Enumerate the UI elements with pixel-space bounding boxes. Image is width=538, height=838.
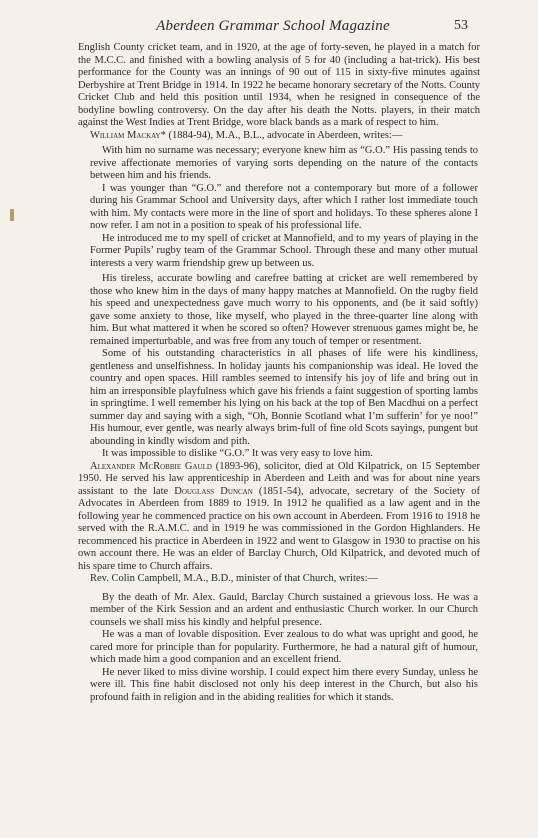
text-run: It was impossible to dislike “G.O.” It was very easy to love him. — [102, 448, 373, 459]
paragraph-cricket-career — [78, 42, 480, 130]
text-run: Some of his outstanding characteristics in all phases of life were his kindliness, gentleness and unselfishness. In holiday jaunts his companionship was ideal. He loved the country and open spaces. Hill rambles seemed to intensify his joy of life and bring out in him an irresponsible playfulness which gave his friends a faint suggestion of sporting lambs in springtime. I well remember his lying on his back at the top of Ben Macdhui on a perfect summer day and saying with a sigh, “Oh, Bonnie Scotland what I’m sufferin’ for ye noo!” His humour, ever gentle, was nearly always brim-full of fine old Scots sayings, pungent but abounding in kindly wisdom and pith. — [90, 348, 478, 447]
running-header — [78, 18, 468, 38]
paragraph-mackay-intro — [78, 130, 480, 143]
text-run: English County cricket team, and in 1920, at the age of forty-seven, he played in a match for the M.C.C. and finished with a bowling analysis of 5 for 40 (including a hat-trick). His best performance for the County was an innings of 90 out of 115 in sixty-five minutes against Derbyshire at Trent Bridge in 1914. In 1922 he became honorary secretary of the Notts. County Cricket Club and held this position until 1934, when he resigned in consequence of the bodyline bowling controversy. On the day after his death the Notts. players, in their match against the West Indies at Trent Bridge, wore black bands as a mark of respect to him. — [78, 42, 480, 128]
article-body — [78, 42, 480, 704]
paragraph-quote-disposition — [90, 629, 478, 667]
text-run: I was younger than “G.O.” and therefore not a contemporary but more of a follower during his Grammar School and University days, after which I rather lost immediate touch with him. My contacts were more in the line of sport and holidays. To these spheres alone I now refer. I am not in a position to speak of his professional life. — [90, 182, 478, 231]
text-run: He introduced me to my spell of cricket at Mannofield, and to my years of playing in the Former Pupils’ rugby team of the Grammar School. Through these and many other mutual interests a very warm friendship grew up between us. — [90, 232, 478, 269]
page-number: 53 — [454, 18, 468, 33]
text-run: * (1884-94), M.A., B.L., advocate in Aberdeen, writes:— — [160, 129, 403, 141]
paragraph-quote-love-him — [90, 448, 478, 461]
paragraph-quote-surname — [90, 145, 478, 183]
text-run: His tireless, accurate bowling and carefree batting at cricket are well remembered by those who knew him in the days of many happy matches at Mannofield. On the rugby field his speed and unexpectedness gave much worry to his opponents, and (be it said softly) gave some anxiety to those, like myself, who played in the three-quarter line along with him. But what mattered it when he scored so often? However strenuous games might be, he remained imperturbable, and was free from any touch of temper or resentment. — [90, 273, 478, 347]
paragraph-quote-characteristics — [90, 348, 478, 448]
text-run: He never liked to miss divine worship. I could expect him there every Sunday, unless he were ill. This fine habit disclosed not only his deep interest in the Church, but also his profound faith in religion and in the abiding realities for which it stands. — [90, 666, 478, 703]
text-run: By the death of Mr. Alex. Gauld, Barclay Church sustained a grievous loss. He was a member of the Kirk Session and an ardent and enthusiastic Church worker. In our Church counsels we shall miss his kindly and helpful presence. — [90, 591, 478, 628]
paragraph-quote-mannofield — [90, 233, 478, 271]
paragraph-quote-younger — [90, 183, 478, 233]
margin-mark — [10, 209, 14, 221]
magazine-title: Aberdeen Grammar School Magazine — [156, 18, 390, 34]
text-run: Rev. Colin Campbell, M.A., B.D., minister of that Church, writes:— — [90, 573, 379, 584]
paragraph-quote-loss — [90, 592, 478, 630]
paragraph-gauld-obituary — [78, 461, 480, 574]
person-name: Douglass Duncan — [174, 485, 253, 497]
text-run: He was a man of lovable disposition. Ever zealous to do what was upright and good, he cared more for principle than for popularity. Furthermore, he had a natural gift of humour, which made him a good companion and an excellent friend. — [90, 629, 478, 665]
paragraph-campbell-intro — [78, 573, 480, 586]
person-name: Alexander McRobbie Gauld — [90, 460, 212, 472]
text-run: With him no surname was necessary; everyone knew him as “G.O.” His passing tends to revive affectionate memories of varying sorts depending on the nature of the contacts between him and his friends. — [90, 145, 478, 181]
paragraph-quote-worship — [90, 667, 478, 705]
paragraph-quote-bowling — [90, 273, 478, 348]
text-run: (1851-54), advocate, secretary of the Society of Advocates in Aberdeen from 1889 to 1919. In 1912 he qualified as a law agent and in the following year he commenced practice on his own account in Aberdeen. From 1916 to 1918 he served with the R.A.M.C. and in 1919 he was commissioned in the Gordon Highlanders. He recommenced his practice in Aberdeen in 1922 and went to Glasgow in 1930 to practise on his own account there. He was an elder of Barclay Church, Old Kilpatrick, and devoted much of his spare time to Church affairs. — [78, 485, 480, 572]
person-name: William Mackay — [90, 129, 161, 141]
text-run: (1893-96), solicitor, died at Old Kilpatrick, on 15 September 1950. He served his law apprenticeship in Aberdeen and Leith and was for about nine years assistant to the late — [78, 460, 481, 497]
